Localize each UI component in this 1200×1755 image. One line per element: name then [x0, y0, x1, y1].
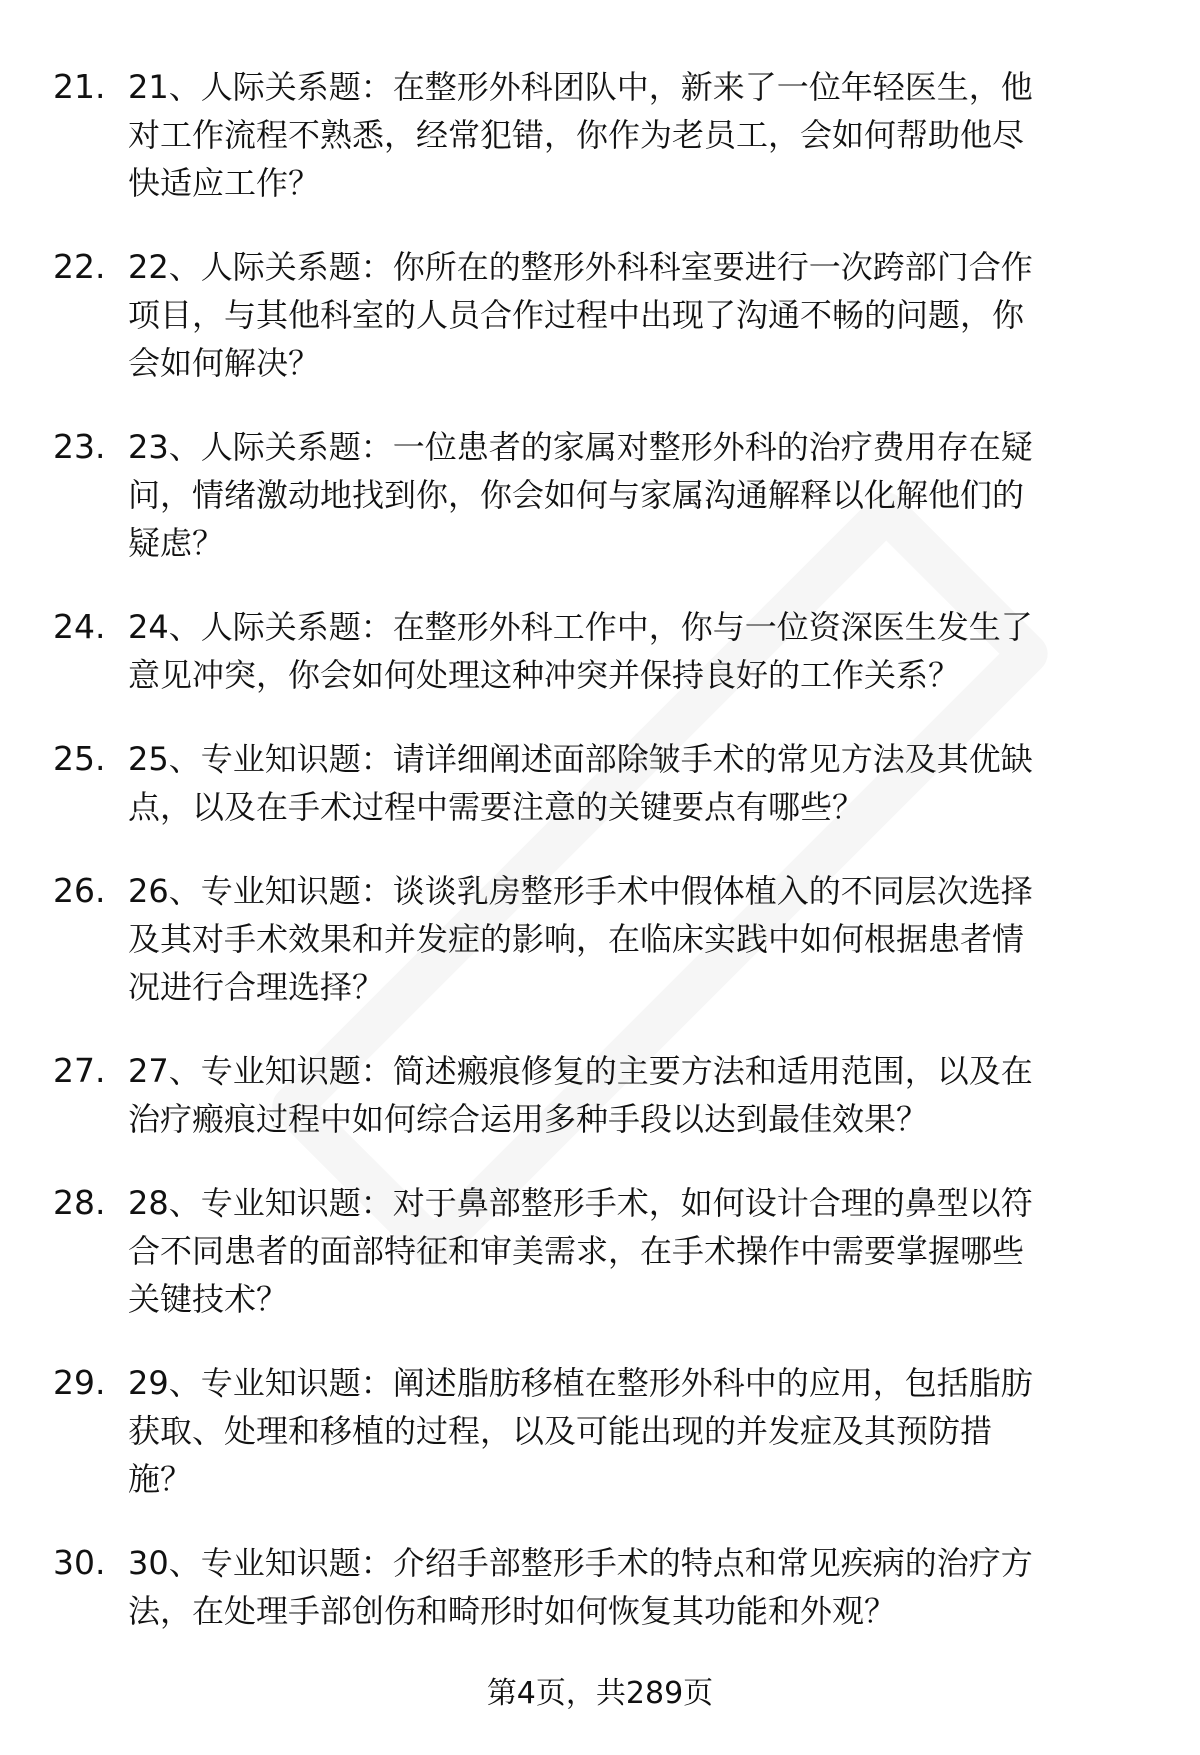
- item-number: 22.: [53, 247, 106, 286]
- item-number: 23.: [53, 427, 106, 466]
- text-line: 意见冲突，你会如何处理这种冲突并保持良好的工作关系？: [128, 656, 961, 694]
- text-line: 合不同患者的面部特征和审美需求，在手术操作中需要掌握哪些: [128, 1232, 1025, 1270]
- text-line: 点，以及在手术过程中需要注意的关键要点有哪些？: [128, 788, 865, 826]
- text-line: 治疗瘢痕过程中如何综合运用多种手段以达到最佳效果？: [128, 1100, 929, 1138]
- question-list: [0, 63, 1200, 1671]
- text-line: 疑虑？: [128, 524, 225, 562]
- item-text: [128, 735, 1158, 831]
- item-number: 28.: [53, 1183, 106, 1222]
- list-item: [0, 63, 1200, 207]
- list-item: [0, 867, 1200, 1011]
- text-line: 快适应工作？: [128, 164, 321, 202]
- item-text: [128, 603, 1158, 699]
- list-item: [0, 1539, 1200, 1635]
- item-number: 26.: [53, 871, 106, 910]
- item-number: 29.: [53, 1363, 106, 1402]
- text-line: 问，情绪激动地找到你，你会如何与家属沟通解释以化解他们的: [128, 476, 1025, 514]
- item-text: [128, 1047, 1158, 1143]
- text-line: 项目，与其他科室的人员合作过程中出现了沟通不畅的问题，你: [128, 296, 1025, 334]
- item-number: 30.: [53, 1543, 106, 1582]
- item-text: [128, 867, 1158, 1011]
- list-item: [0, 1047, 1200, 1143]
- text-line: 29、专业知识题：阐述脂肪移植在整形外科中的应用，包括脂肪: [128, 1364, 1033, 1402]
- list-item: [0, 423, 1200, 567]
- list-item: [0, 1359, 1200, 1503]
- text-line: 28、专业知识题：对于鼻部整形手术，如何设计合理的鼻型以符: [128, 1184, 1033, 1222]
- text-line: 施？: [128, 1460, 193, 1498]
- item-text: [128, 423, 1158, 567]
- item-number: 24.: [53, 607, 106, 646]
- text-line: 25、专业知识题：请详细阐述面部除皱手术的常见方法及其优缺: [128, 740, 1033, 778]
- text-line: 获取、处理和移植的过程，以及可能出现的并发症及其预防措: [128, 1412, 993, 1450]
- item-text: [128, 1359, 1158, 1503]
- text-line: 23、人际关系题：一位患者的家属对整形外科的治疗费用存在疑: [128, 428, 1033, 466]
- item-number: 21.: [53, 67, 106, 106]
- item-number: 25.: [53, 739, 106, 778]
- item-text: [128, 1539, 1158, 1635]
- text-line: 况进行合理选择？: [128, 968, 385, 1006]
- text-line: 21、人际关系题：在整形外科团队中，新来了一位年轻医生，他: [128, 68, 1033, 106]
- list-item: [0, 735, 1200, 831]
- item-text: [128, 243, 1158, 387]
- list-item: [0, 603, 1200, 699]
- text-line: 30、专业知识题：介绍手部整形手术的特点和常见疾病的治疗方: [128, 1544, 1033, 1582]
- item-number: 27.: [53, 1051, 106, 1090]
- list-item: [0, 243, 1200, 387]
- text-line: 22、人际关系题：你所在的整形外科科室要进行一次跨部门合作: [128, 248, 1033, 286]
- item-text: [128, 63, 1158, 207]
- list-item: [0, 1179, 1200, 1323]
- text-line: 27、专业知识题：简述瘢痕修复的主要方法和适用范围，以及在: [128, 1052, 1033, 1090]
- text-line: 24、人际关系题：在整形外科工作中，你与一位资深医生发生了: [128, 608, 1033, 646]
- text-line: 法，在处理手部创伤和畸形时如何恢复其功能和外观？: [128, 1592, 897, 1630]
- text-line: 对工作流程不熟悉，经常犯错，你作为老员工，会如何帮助他尽: [128, 116, 1025, 154]
- text-line: 关键技术？: [128, 1280, 289, 1318]
- item-text: [128, 1179, 1158, 1323]
- text-line: 及其对手术效果和并发症的影响，在临床实践中如何根据患者情: [128, 920, 1025, 958]
- text-line: 会如何解决？: [128, 344, 321, 382]
- text-line: 26、专业知识题：谈谈乳房整形手术中假体植入的不同层次选择: [128, 872, 1033, 910]
- page-footer: 第4页，共289页: [486, 1676, 714, 1711]
